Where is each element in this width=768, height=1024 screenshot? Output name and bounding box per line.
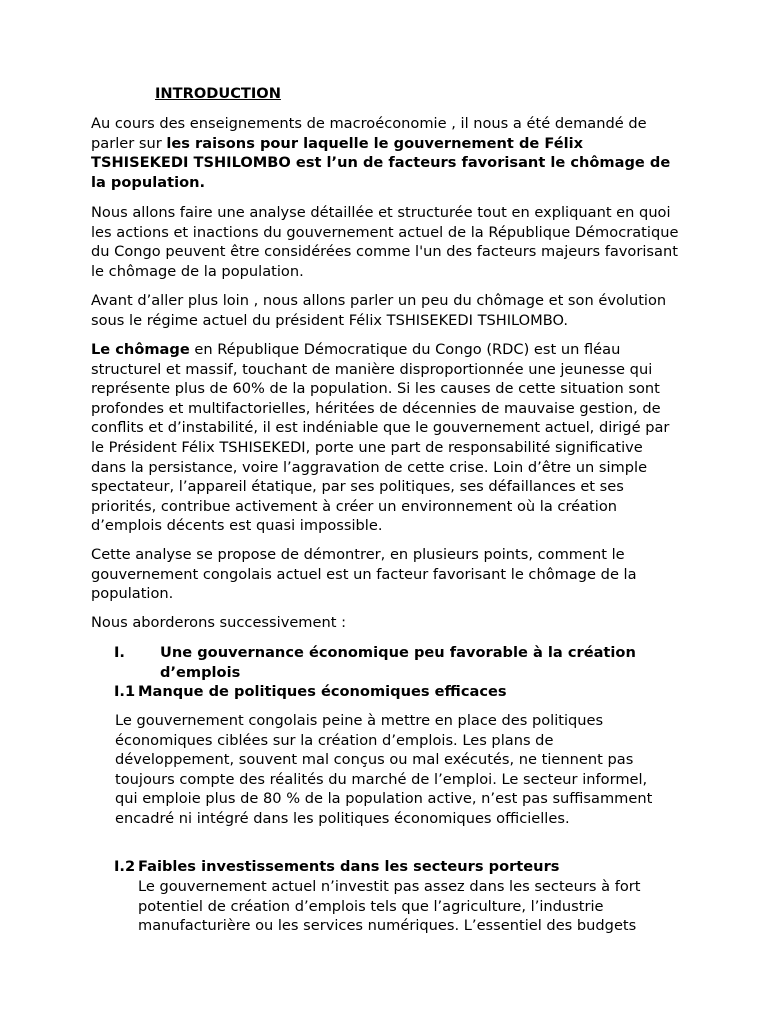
section-1-2-number: I.2 — [114, 858, 136, 875]
section-1-title: Une gouvernance économique peu favorable à la création d’emplois — [160, 644, 636, 681]
section-1-2-title: Faibles investissements dans les secteurs porteurs — [138, 858, 560, 875]
paragraph-intro-text: Au cours des enseignements de macroéconomie , il nous a été demandé de parler sur — [91, 115, 647, 152]
section-1-number: I. — [114, 644, 125, 661]
section-1-1-heading — [114, 682, 507, 702]
paragraph-outline: Nous aborderons successivement : — [91, 614, 347, 631]
paragraph-analysis: Nous allons faire une analyse détaillée et structurée tout en expliquant en quoi les actions et inactions du gouvernement actuel de la République Démocratique du Congo peuvent être considérées comme l'un des facteurs majeurs favorisant le chômage de la population. — [91, 204, 679, 280]
section-1-heading — [114, 643, 674, 682]
section-1-1-number: I.1 — [114, 683, 136, 700]
paragraph-intro-bold: les raisons pour laquelle le gouvernement de Félix TSHISEKEDI TSHILOMBO est l’un de facteurs favorisant le chômage de la population. — [91, 134, 671, 191]
paragraph-chomage-text: en République Démocratique du Congo (RDC) est un fléau structurel et massif, touchant de manière disproportionnée une jeunesse qui représente plus de 60% de la population. Si les causes de cette situation sont profondes et multifactorielles, héritées de décennies de mauvaise gestion, de conflits et d’instabilité, il est indéniable que le gouvernement actuel, dirigé par le Président Félix TSHISEKEDI, porte une part de responsabilité significative dans la persistance, voire l’aggravation de cette crise. Loin d’être un simple spectateur, l’appareil étatique, par ses politiques, ses défaillances et ses priorités, contribue activement à créer un environnement où la création d’emplois décents est quasi impossible. — [91, 341, 670, 535]
paragraph-policies: Le gouvernement congolais peine à mettre en place des politiques économiques ciblées sur la création d’emplois. Les plans de développement, souvent mal conçus ou mal exécutés, ne tiennent pas toujours compte des réalités du marché de l’emploi. Le secteur informel, qui emploie plus de 80 % de la population active, n’est pas suffisamment encadré ni intégré dans les politiques économiques officielles. — [115, 712, 653, 827]
document-title: INTRODUCTION — [155, 85, 281, 102]
section-1-1-title: Manque de politiques économiques efficaces — [138, 683, 507, 700]
paragraph-chomage — [91, 340, 681, 536]
section-1-2-heading — [114, 857, 559, 877]
paragraph-before: Avant d’aller plus loin , nous allons parler un peu du chômage et son évolution sous le régime actuel du président Félix TSHISEKEDI TSHILOMBO. — [91, 292, 667, 329]
paragraph-purpose: Cette analyse se propose de démontrer, en plusieurs points, comment le gouvernement congolais actuel est un facteur favorisant le chômage de la population. — [91, 546, 637, 603]
paragraph-intro — [91, 114, 681, 192]
paragraph-chomage-bold: Le chômage — [91, 341, 190, 358]
paragraph-investments: Le gouvernement actuel n’investit pas assez dans les secteurs à fort potentiel de création d’emplois tels que l’agriculture, l’industrie manufacturière ou les services numériques. L’essentiel des budgets — [138, 878, 641, 935]
